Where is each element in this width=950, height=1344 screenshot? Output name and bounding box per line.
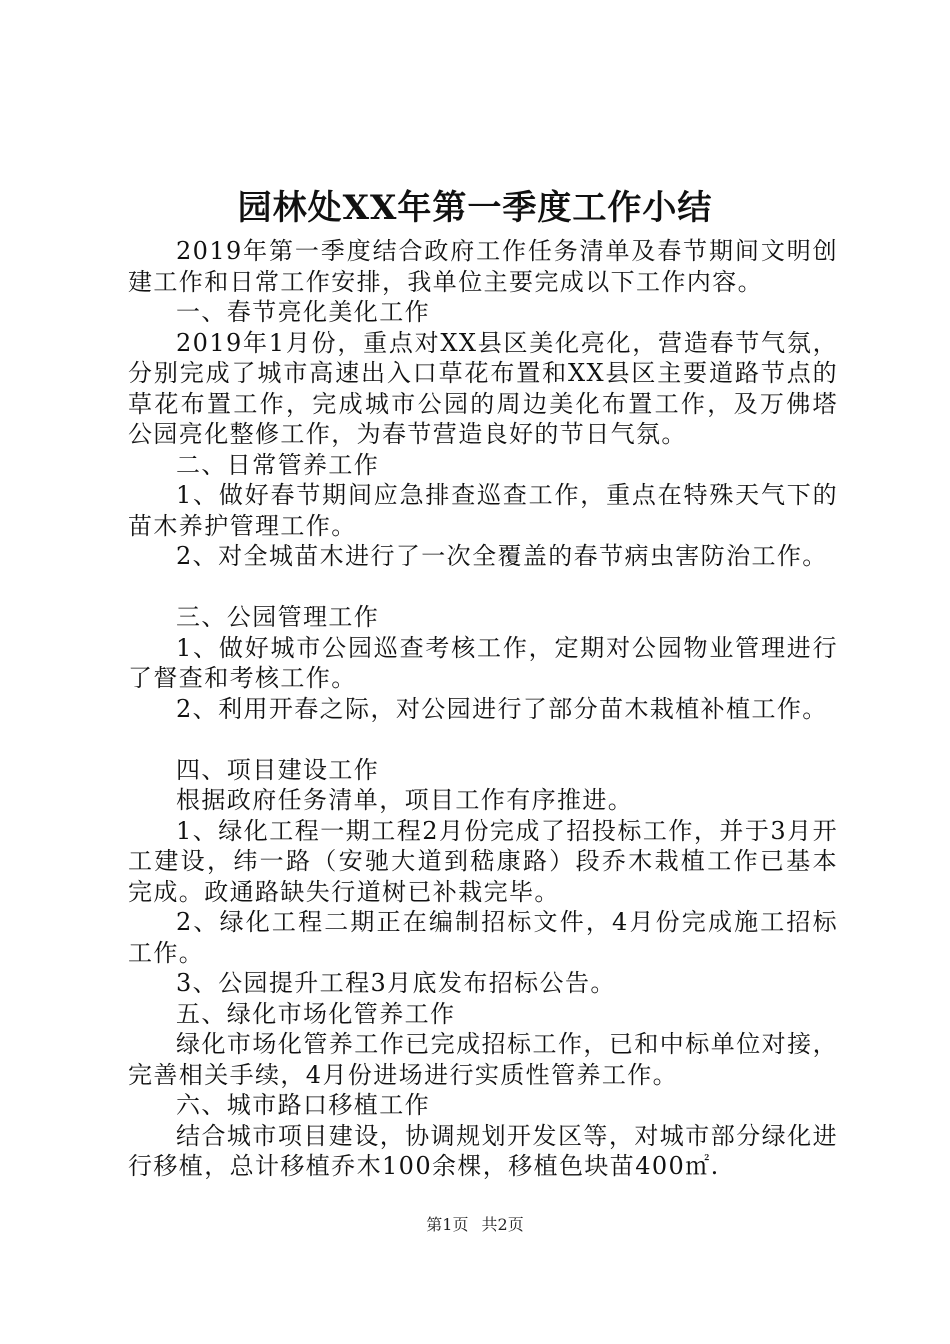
section-4-item-1: 1、绿化工程一期工程2月份完成了招投标工作，并于3月开工建设，纬一路（安驰大道到嵇康路）段乔木栽植工作已基本完成。政通路缺失行道树已补栽完毕。 (128, 816, 838, 906)
intro-paragraph: 2019年第一季度结合政府工作任务清单及春节期间文明创建工作和日常工作安排，我单位主要完成以下工作内容。 (128, 237, 838, 296)
section-heading-3: 三、公园管理工作 (176, 603, 380, 631)
section-heading-6: 六、城市路口移植工作 (176, 1091, 430, 1119)
section-heading-5: 五、绿化市场化管养工作 (176, 999, 456, 1028)
section-5-paragraph: 绿化市场化管养工作已完成招标工作，已和中标单位对接，完善相关手续，4月份进场进行实质性管养工作。 (128, 1030, 838, 1089)
section-2-item-2: 2、对全城苗木进行了一次全覆盖的春节病虫害防治工作。 (176, 542, 828, 570)
section-1-paragraph: 2019年1月份，重点对XX县区美化亮化，营造春节气氛，分别完成了城市高速出入口草花布置和XX县区主要道路节点的草花布置工作，完成城市公园的周边美化布置工作，及万佛塔公园亮化整修工作，为春节营造良好的节日气氛。 (128, 328, 838, 448)
section-4-item-3: 3、公园提升工程3月底发布招标公告。 (176, 969, 616, 997)
blank-line (128, 724, 838, 755)
section-6-paragraph: 结合城市项目建设，协调规划开发区等，对城市部分绿化进行移植，总计移植乔木100余棵，移植色块苗400㎡. (128, 1121, 838, 1180)
document-body (128, 236, 838, 1182)
section-4-intro: 根据政府任务清单，项目工作有序推进。 (176, 786, 634, 814)
section-2-item-1: 1、做好春节期间应急排查巡查工作，重点在特殊天气下的苗木养护管理工作。 (128, 481, 838, 540)
section-heading-2: 二、日常管养工作 (176, 450, 380, 479)
section-3-item-1: 1、做好城市公园巡查考核工作，定期对公园物业管理进行了督查和考核工作。 (128, 633, 838, 692)
section-4-item-2: 2、绿化工程二期正在编制招标文件，4月份完成施工招标工作。 (128, 908, 838, 967)
page-total: 共2页 (481, 1215, 524, 1234)
blank-line (128, 572, 838, 603)
section-heading-1: 一、春节亮化美化工作 (176, 298, 430, 326)
section-heading-4: 四、项目建设工作 (176, 755, 380, 784)
document-title: 园林处XX年第一季度工作小结 (237, 188, 713, 228)
section-3-item-2: 2、利用开春之际，对公园进行了部分苗木栽植补植工作。 (176, 694, 828, 723)
page-footer (0, 1213, 950, 1237)
page-number: 第1页 (426, 1215, 469, 1234)
